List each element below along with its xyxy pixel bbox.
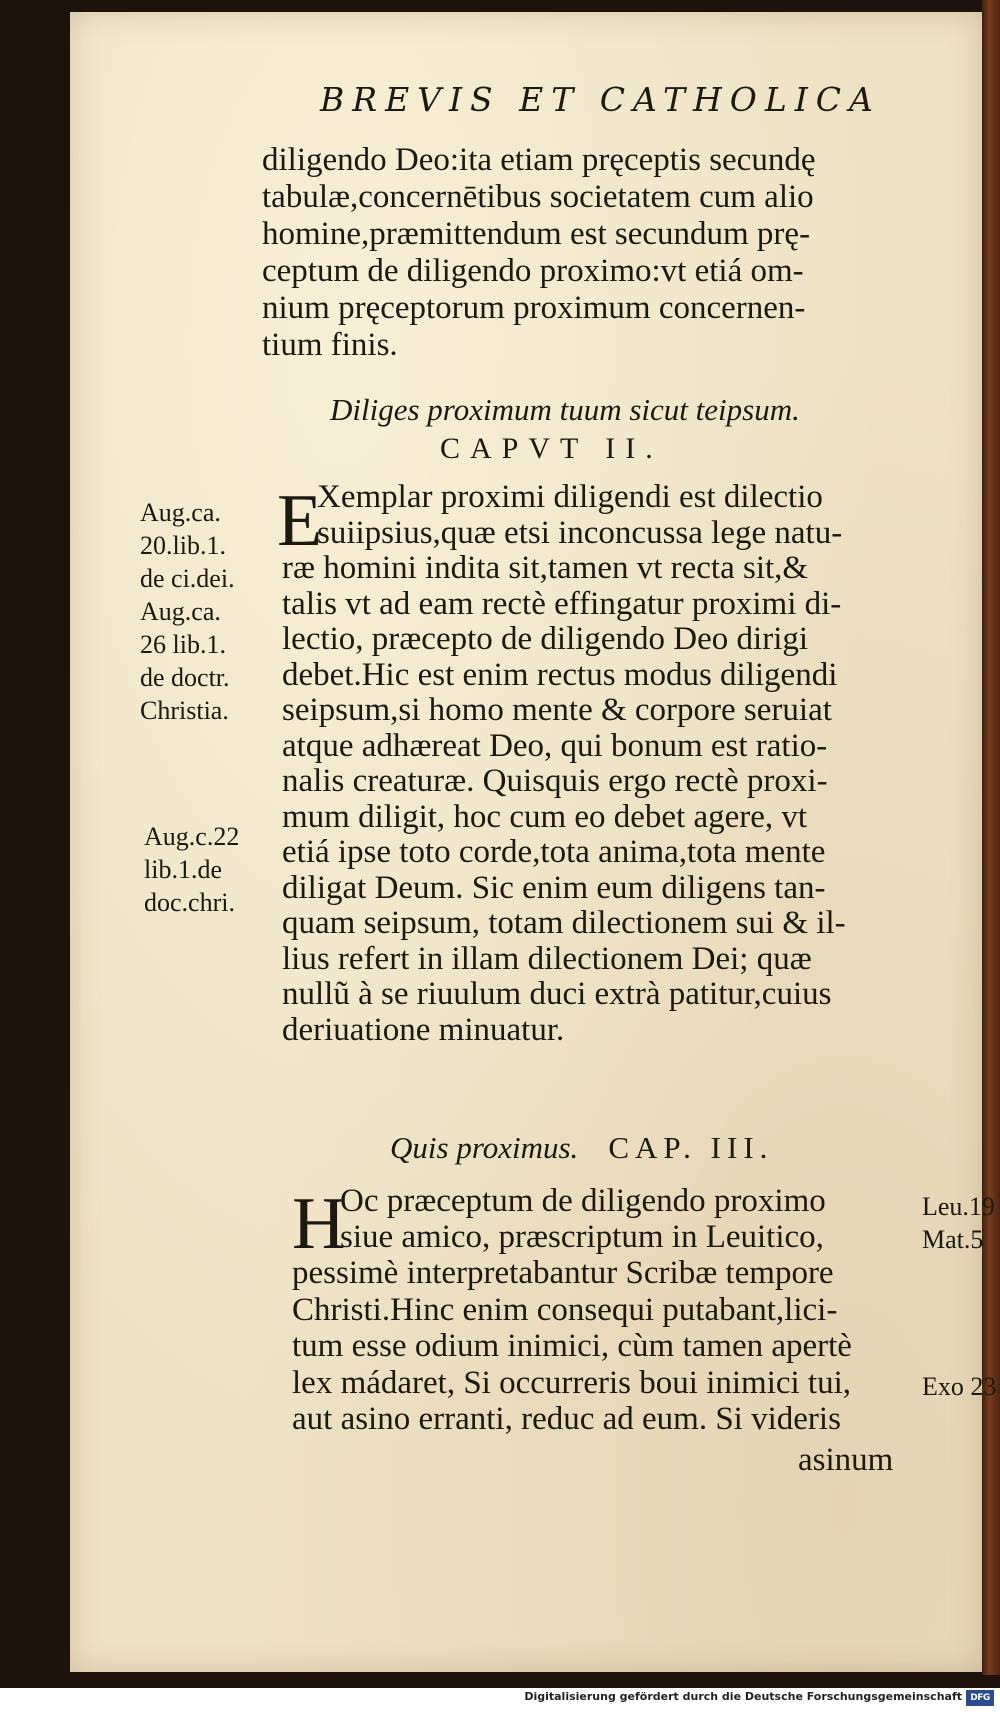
drop-cap-h: H bbox=[292, 1183, 346, 1265]
paragraph-3-body: pessimè interpretabantur Scribæ tempore Christi.Hinc enim consequi putabant,lici- tum esse odium inimici, cùm tamen apertè lex mádaret, Si occurreris boui inimici tui, aut asino erranti, reduc ad eum. Si videris bbox=[292, 1255, 852, 1437]
catchword: asinum bbox=[798, 1442, 894, 1478]
paragraph-3-opening: Oc præceptum de diligendo proximo siue amico, præscriptum in Leuitico, bbox=[340, 1183, 826, 1255]
margin-note-augustine-2: Aug.c.22 lib.1.de doc.chri. bbox=[144, 822, 240, 917]
paragraph-2-body: ræ homini indita sit,tamen vt recta sit,& talis vt ad eam rectè effingatur proximi di- lectio, præcepto de diligendo Deo dirigi debet.Hic est enim rectus modus diligendi seipsum,si homo mente & corpore seruiat atque adhæreat Deo, qui bonum est ratio- nalis creaturæ. Quisquis ergo rectè proxi- mum diligit, hoc cum eo debet agere, vt etiá ipse toto corde,tota anima,tota mente diligat Deum. Sic enim eum diligens tan- quam seipsum, totam dilectionem sui & il- lius refert in illam dilectionem Dei; quæ nullũ à se riuulum duci extrà patitur,cuius deriuatione minuatur. bbox=[282, 550, 846, 1048]
drop-cap-e: E bbox=[277, 480, 323, 562]
paragraph-2-opening: Xemplar proximi diligendi est dilectio suiipsius,quæ etsi inconcussa lege natu- bbox=[317, 479, 843, 551]
dfg-logo-icon: DFG bbox=[966, 1690, 994, 1706]
margin-note-exodus: Exo 23 bbox=[922, 1372, 997, 1401]
section-heading-3 bbox=[390, 1130, 773, 1166]
book-edge bbox=[982, 0, 1000, 1675]
paragraph-continuation: diligendo Deo:ita etiam pręceptis secundę tabulæ,concernētibus societatem cum alio homine,præmittendum est secundum prę- ceptum de diligendo proximo:vt etiá om- nium pręceptorum proximum concernen- tium finis. bbox=[262, 142, 816, 363]
margin-note-augustine-1: Aug.ca. 20.lib.1. de ci.dei. Aug.ca. 26 lib.1. de doctr. Christia. bbox=[140, 498, 235, 725]
heading-3-title: Quis proximus. bbox=[390, 1130, 579, 1165]
footer-credit: Digitalisierung gefördert durch die Deutsche Forschungsgemeinschaft bbox=[524, 1690, 962, 1703]
margin-note-leviticus: Leu.19 Mat.5 bbox=[922, 1192, 995, 1254]
running-head: BREVIS ET CATHOLICA bbox=[320, 80, 881, 119]
chapter-label-3: CAP. III. bbox=[608, 1130, 774, 1165]
section-heading-2: Diliges proximum tuum sicut teipsum. bbox=[330, 392, 800, 427]
chapter-label-2: CAPVT II. bbox=[440, 432, 663, 465]
